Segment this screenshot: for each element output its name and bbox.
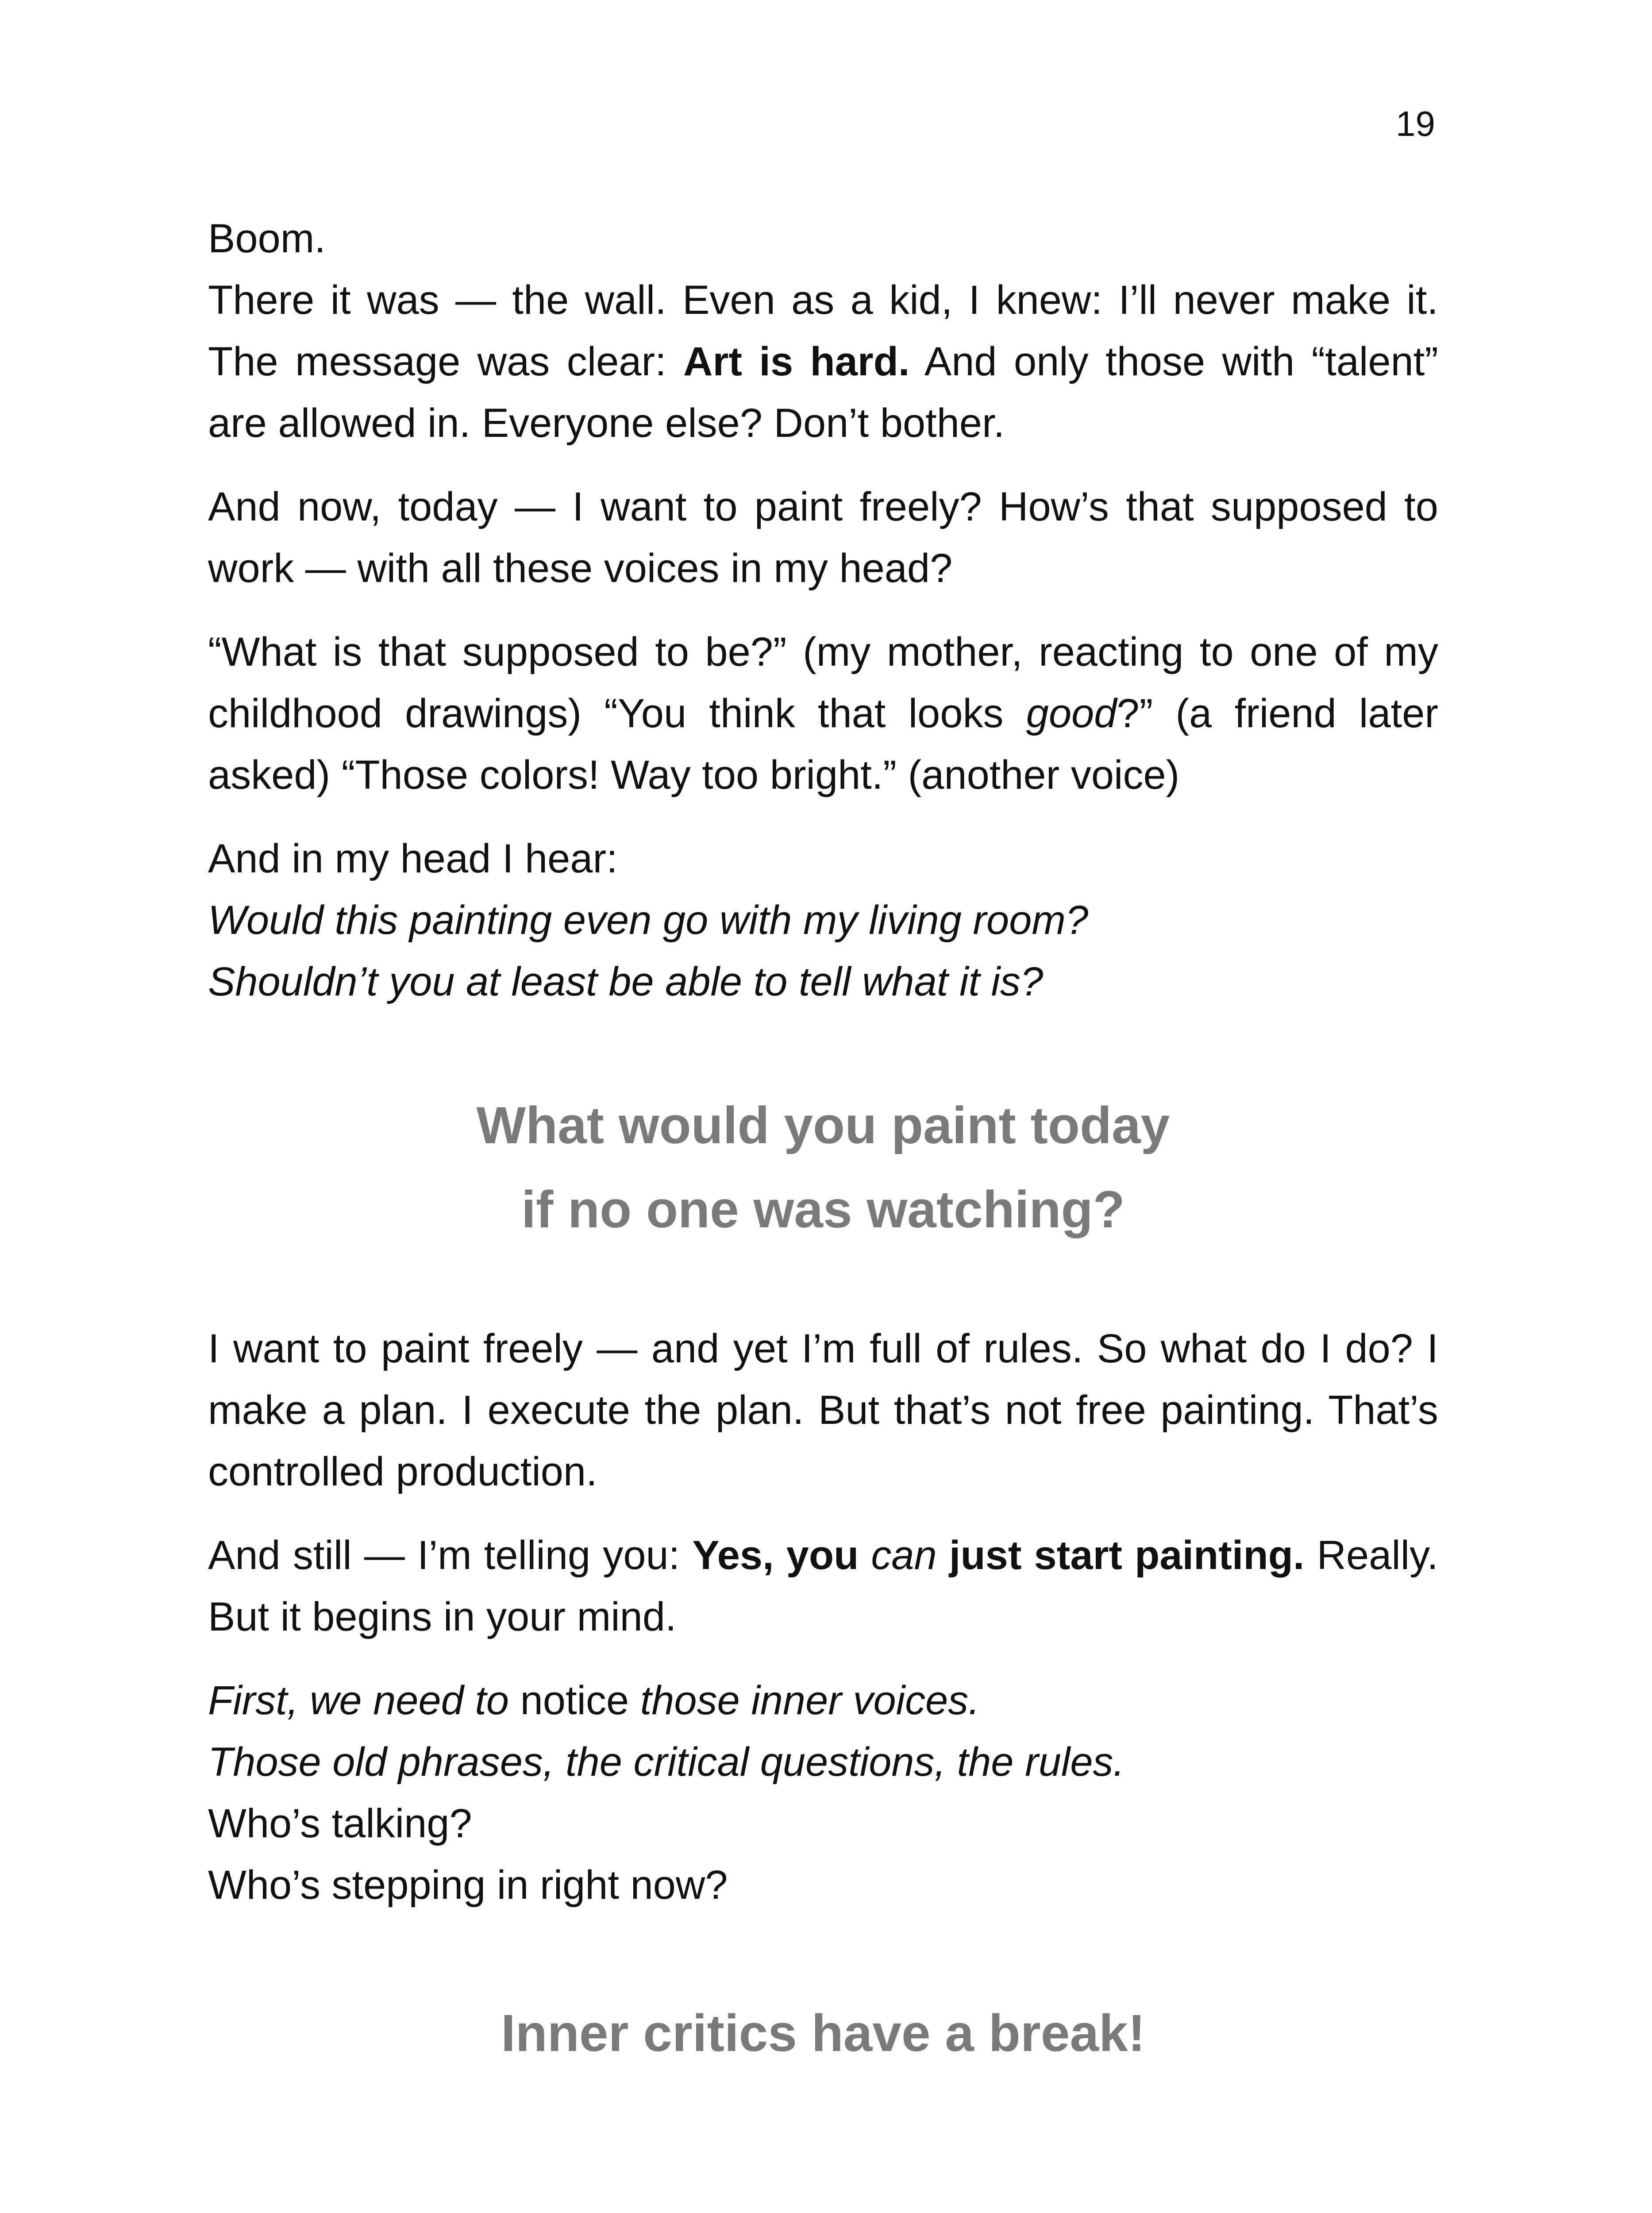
page-number: 19 [1396, 104, 1435, 143]
text-wall-part-2: And only those with “talent” are allowed in. Everyone else? Don’t bother. [208, 339, 1438, 446]
text-boom: Boom. [208, 216, 326, 261]
text-voices-part-2: ?” (a friend later asked) “Those colors! Way too bright.” (another voice) [208, 691, 1439, 798]
text-art-is-hard: Art is hard. [683, 339, 910, 384]
text-hear-question-2: Shouldn’t you at least be able to tell what it is? [208, 959, 1044, 1004]
paragraph-still [208, 1525, 1438, 1648]
text-wall-part-1: There it was — the wall. Even as a kid, I knew: I’ll never make it. The message was clear: [208, 278, 1438, 384]
text-still-part-1: And still — I’m telling you: [208, 1533, 693, 1578]
heading-1-line-2: if no one was watching? [521, 1180, 1125, 1239]
paragraph-notice [208, 1670, 1438, 1916]
text-notice-line [208, 1670, 1438, 1731]
text-just-start-painting: just start painting. [936, 1533, 1305, 1578]
paragraph-hear [208, 828, 1438, 1013]
text-can: can [871, 1533, 937, 1578]
text-first-we-need-to: First, we need to [208, 1678, 509, 1723]
text-hear-intro: And in my head I hear: [208, 836, 618, 881]
heading-inner-critics [208, 1991, 1438, 2075]
paragraph-wall [208, 208, 1438, 454]
text-those-inner-voices: those inner voices. [640, 1678, 980, 1723]
paragraph-today: And now, today — I want to paint freely? How’s that supposed to work — with all these voices in my head? [208, 484, 1438, 591]
text-notice: notice [509, 1678, 640, 1723]
text-good: good [1026, 691, 1117, 736]
text-old-phrases: Those old phrases, the critical questions, the rules. [208, 1739, 1125, 1785]
text-yes-you: Yes, you [692, 1533, 871, 1578]
paragraph-rules: I want to paint freely — and yet I’m full of rules. So what do I do? I make a plan. I execute the plan. But that’s not free painting. That’s controlled production. [208, 1326, 1438, 1494]
text-whos-talking: Who’s talking? [208, 1801, 472, 1846]
text-wall [208, 270, 1438, 454]
text-still-part-2: Really. But it begins in your mind. [208, 1533, 1438, 1639]
paragraph-voices [208, 621, 1438, 806]
heading-1-line-1: What would you paint today [476, 1096, 1170, 1155]
text-hear-question-1: Would this painting even go with my living room? [208, 898, 1089, 943]
page-content [208, 208, 1438, 2075]
heading-what-would-you-paint [208, 1083, 1438, 1252]
text-whos-stepping-in: Who’s stepping in right now? [208, 1862, 728, 1908]
text-voices-part-1: “What is that supposed to be?” (my mother, reacting to one of my childhood drawings) “You think that looks [208, 629, 1438, 736]
heading-2: Inner critics have a break! [501, 2004, 1146, 2063]
